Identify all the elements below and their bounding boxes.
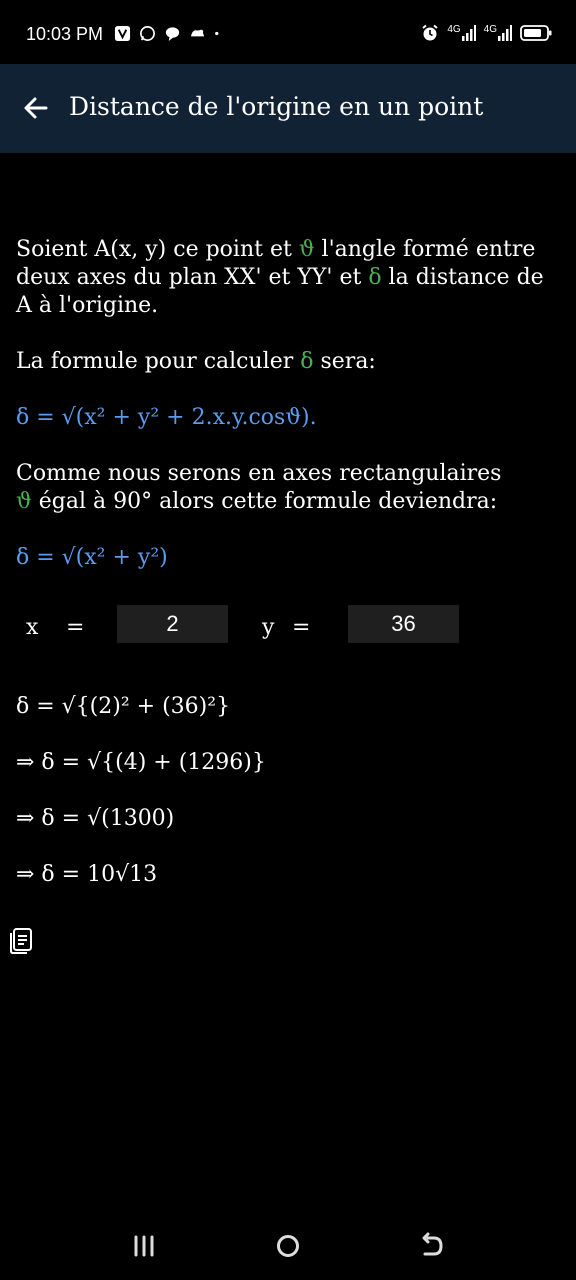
home-icon[interactable]	[274, 1232, 302, 1260]
document-copy-icon[interactable]	[8, 927, 34, 955]
v-app-icon	[114, 25, 131, 42]
app-bar	[0, 64, 576, 153]
y-input[interactable]	[348, 605, 459, 643]
x-label: x	[26, 615, 39, 640]
status-bar	[0, 0, 576, 64]
system-status-icons	[421, 24, 552, 42]
recent-apps-icon[interactable]	[130, 1232, 158, 1260]
back-icon[interactable]	[418, 1232, 446, 1260]
chat-icon	[164, 25, 181, 42]
theta-symbol: ϑ	[298, 237, 315, 262]
rectangular-note: Comme nous serons en axes rectangulaires ϑ égal à 90° alors cette formule deviendra:	[16, 461, 502, 514]
explanation-content	[16, 236, 560, 572]
result-step-1: δ = √{(2)² + (36)²}	[16, 694, 231, 719]
more-notifications-dot-icon	[214, 25, 224, 42]
page-title: Distance de l'origine en un point	[69, 92, 484, 121]
navigation-bar	[0, 1210, 576, 1280]
result-step-4: ⇒ δ = 10√13	[16, 862, 158, 887]
signal-icon-1: 4G	[447, 25, 475, 41]
whatsapp-icon	[139, 25, 156, 42]
y-label: y	[262, 615, 275, 640]
status-time: 10:03 PM	[26, 24, 104, 44]
notification-icons	[114, 25, 224, 42]
delta-symbol: δ	[368, 265, 382, 290]
battery-icon	[520, 24, 552, 42]
x-equals: =	[66, 615, 85, 640]
y-equals: =	[292, 615, 311, 640]
result-step-3: ⇒ δ = √(1300)	[16, 806, 175, 831]
inputs-row	[0, 605, 576, 645]
intro-paragraph: Soient A(x, y) ce point et ϑ l'angle formé entre deux axes du plan XX' et YY' et δ la distance de A à l'origine.	[16, 237, 544, 318]
signal-icon-2: 4G	[484, 25, 512, 41]
x-input[interactable]	[117, 605, 228, 643]
game-app-icon	[189, 25, 206, 42]
rectangular-formula: δ = √(x² + y²)	[16, 545, 168, 570]
result-step-2: ⇒ δ = √{(4) + (1296)}	[16, 750, 266, 775]
alarm-icon	[421, 24, 439, 42]
formula-intro: La formule pour calculer δ sera:	[16, 349, 376, 374]
arrow-left-icon[interactable]	[20, 92, 52, 124]
general-formula: δ = √(x² + y² + 2.x.y.cosϑ).	[16, 405, 317, 430]
